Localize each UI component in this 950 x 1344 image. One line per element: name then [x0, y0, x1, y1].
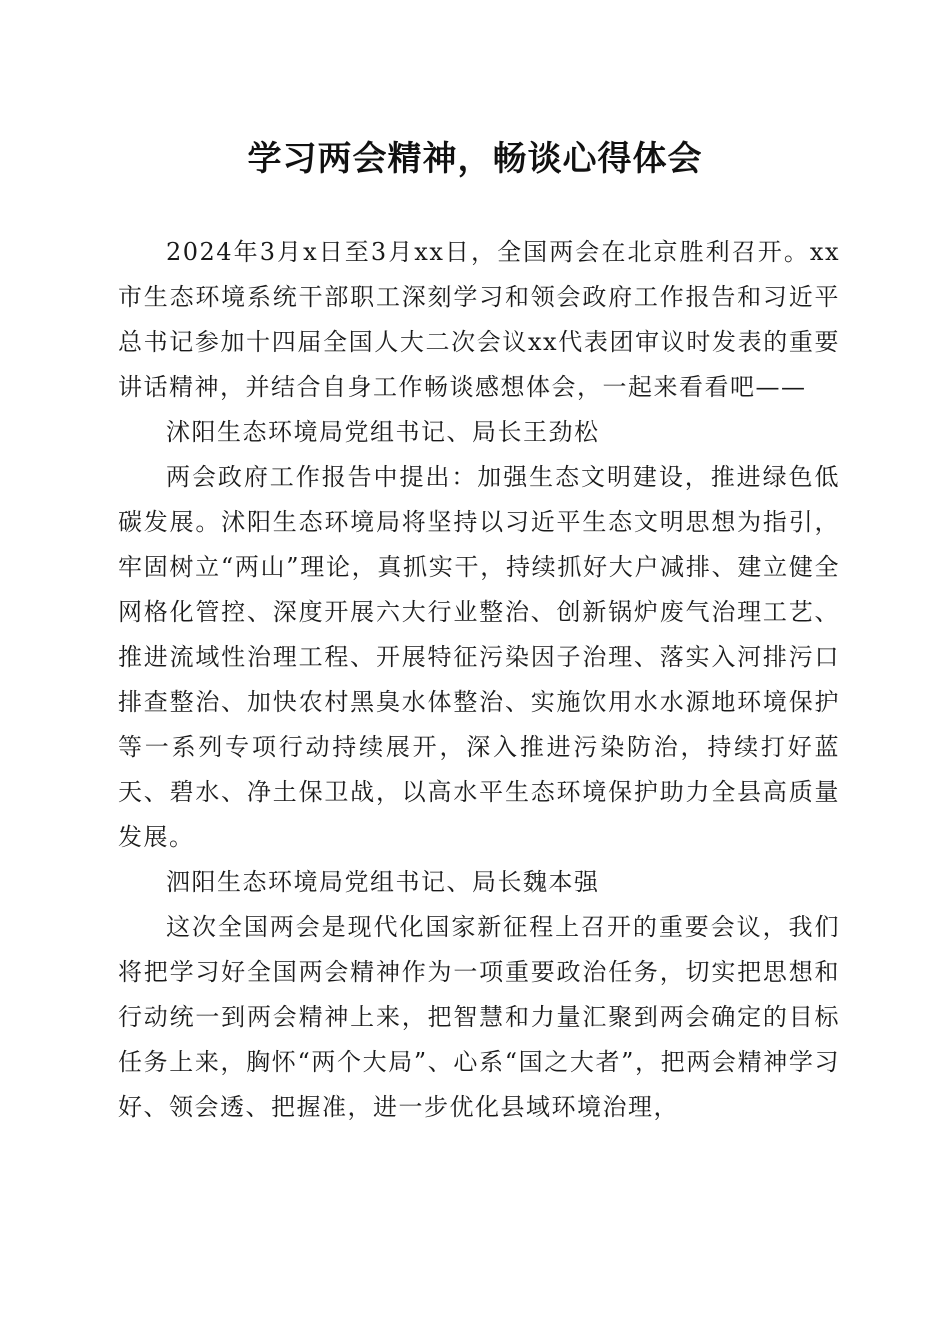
- paragraph-statement: 这次全国两会是现代化国家新征程上召开的重要会议，我们将把学习好全国两会精神作为一项重要政治任务，切实把思想和行动统一到两会精神上来，把智慧和力量汇聚到两会确定的目标任务上来，胸怀“两个大局”、心系“国之大者”，把两会精神学习好、领会透、把握准，进一步优化县域环境治理，: [118, 913, 840, 1121]
- speaker-heading: 沭阳生态环境局党组书记、局长王劲松: [166, 418, 600, 446]
- document-body: [118, 230, 840, 1130]
- paragraph-intro: 2024年3月x日至3月xx日，全国两会在北京胜利召开。xx市生态环境系统干部职工深刻学习和领会政府工作报告和习近平总书记参加十四届全国人大二次会议xx代表团审议时发表的重要讲话精神，并结合自身工作畅谈感想体会，一起来看看吧——: [118, 238, 840, 401]
- document-title: 学习两会精神，畅谈心得体会: [247, 139, 703, 179]
- speaker-heading: 泗阳生态环境局党组书记、局长魏本强: [166, 868, 600, 896]
- paragraph-statement: 两会政府工作报告中提出：加强生态文明建设，推进绿色低碳发展。沭阳生态环境局将坚持以习近平生态文明思想为指引，牢固树立“两山”理论，真抓实干，持续抓好大户减排、建立健全网格化管控、深度开展六大行业整治、创新锅炉废气治理工艺、推进流域性治理工程、开展特征污染因子治理、落实入河排污口排查整治、加快农村黑臭水体整治、实施饮用水水源地环境保护等一系列专项行动持续展开，深入推进污染防治，持续打好蓝天、碧水、净土保卫战，以高水平生态环境保护助力全县高质量发展。: [118, 463, 840, 851]
